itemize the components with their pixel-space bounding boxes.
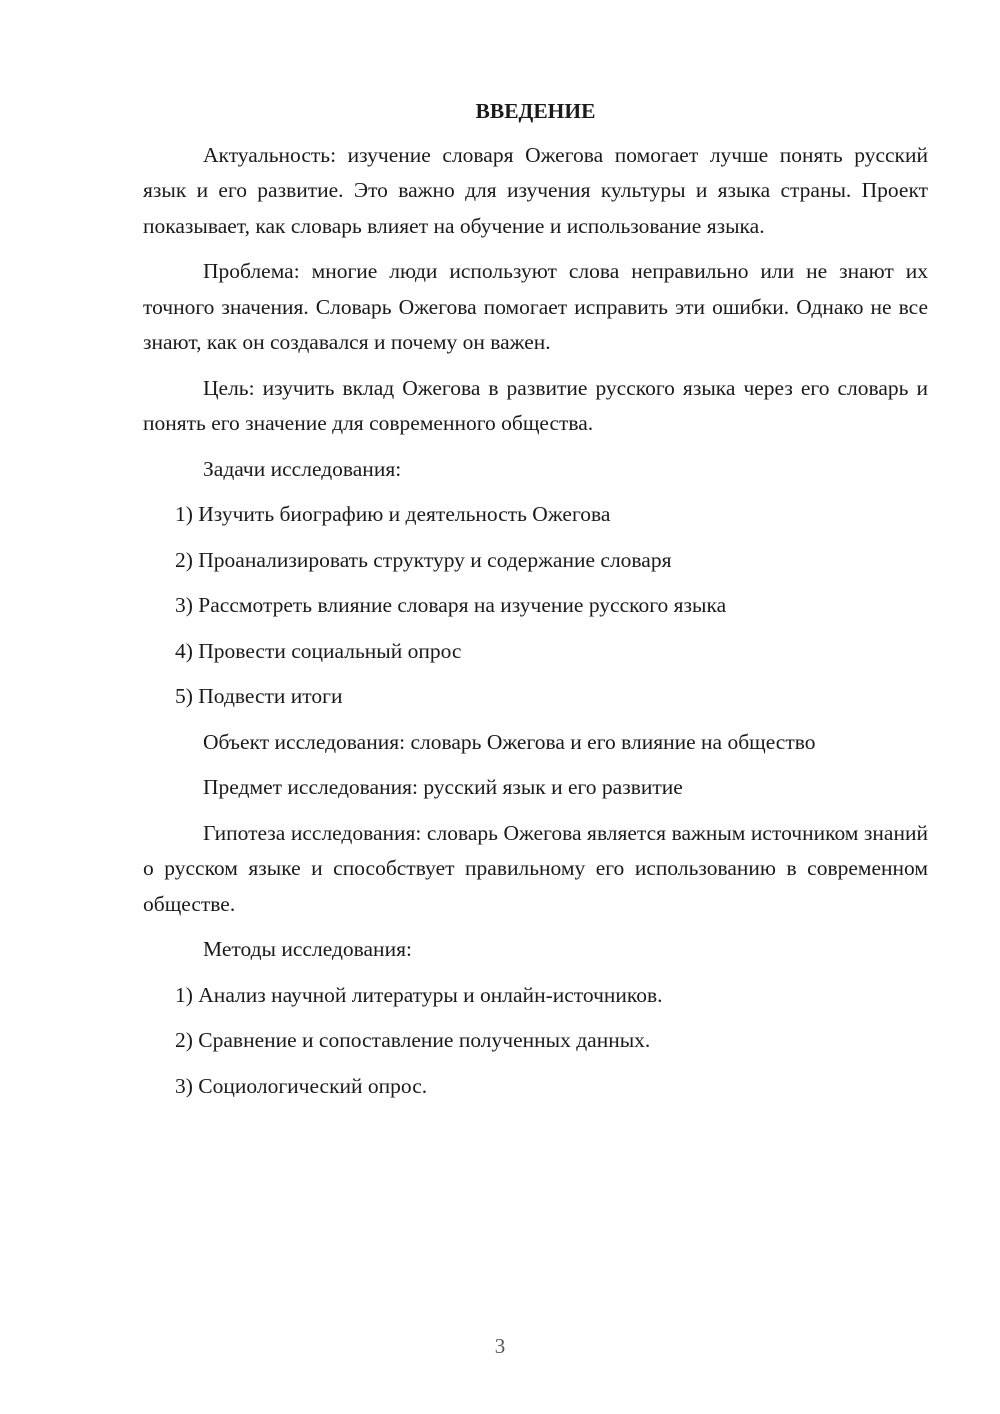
document-page xyxy=(143,94,928,1114)
list-item: 2) Сравнение и сопоставление полученных данных. xyxy=(175,1028,651,1052)
page-title: ВВЕДЕНИЕ xyxy=(475,99,596,123)
list-item: 1) Изучить биографию и деятельность Ожегова xyxy=(175,502,611,526)
relevance-paragraph: Актуальность: изучение словаря Ожегова помогает лучше понять русский язык и его развитие. Это важно для изучения культуры и языка страны. Проект показывает, как словарь влияет на обучение и использование языка. xyxy=(143,142,928,238)
methods-list xyxy=(143,978,928,1105)
list-item: 2) Проанализировать структуру и содержание словаря xyxy=(175,547,672,572)
list-item: 5) Подвести итоги xyxy=(175,684,343,708)
problem-paragraph: Проблема: многие люди используют слова неправильно или не знают их точного значения. Словарь Ожегова помогает исправить эти ошибки. Однако не все знают, как он создавался и почему он важен. xyxy=(143,259,928,354)
goal-paragraph: Цель: изучить вклад Ожегова в развитие русского языка через его словарь и понять его значение для современного общества. xyxy=(143,375,928,435)
hypothesis-paragraph: Гипотеза исследования: словарь Ожегова является важным источником знаний о русском языке и способствует правильному его использованию в современном обществе. xyxy=(143,820,928,916)
page-number: 3 xyxy=(494,1334,506,1358)
methods-title: Методы исследования: xyxy=(203,937,412,961)
list-item: 1) Анализ научной литературы и онлайн-источников. xyxy=(175,982,663,1007)
list-item: 3) Рассмотреть влияние словаря на изучение русского языка xyxy=(175,593,727,617)
list-item: 3) Социологический опрос. xyxy=(175,1073,428,1098)
tasks-title: Задачи исследования: xyxy=(203,456,402,481)
list-item: 4) Провести социальный опрос xyxy=(175,638,462,663)
subject-line: Предмет исследования: русский язык и его развитие xyxy=(203,775,683,799)
tasks-list xyxy=(143,497,928,715)
object-line: Объект исследования: словарь Ожегова и его влияние на общество xyxy=(203,729,816,754)
